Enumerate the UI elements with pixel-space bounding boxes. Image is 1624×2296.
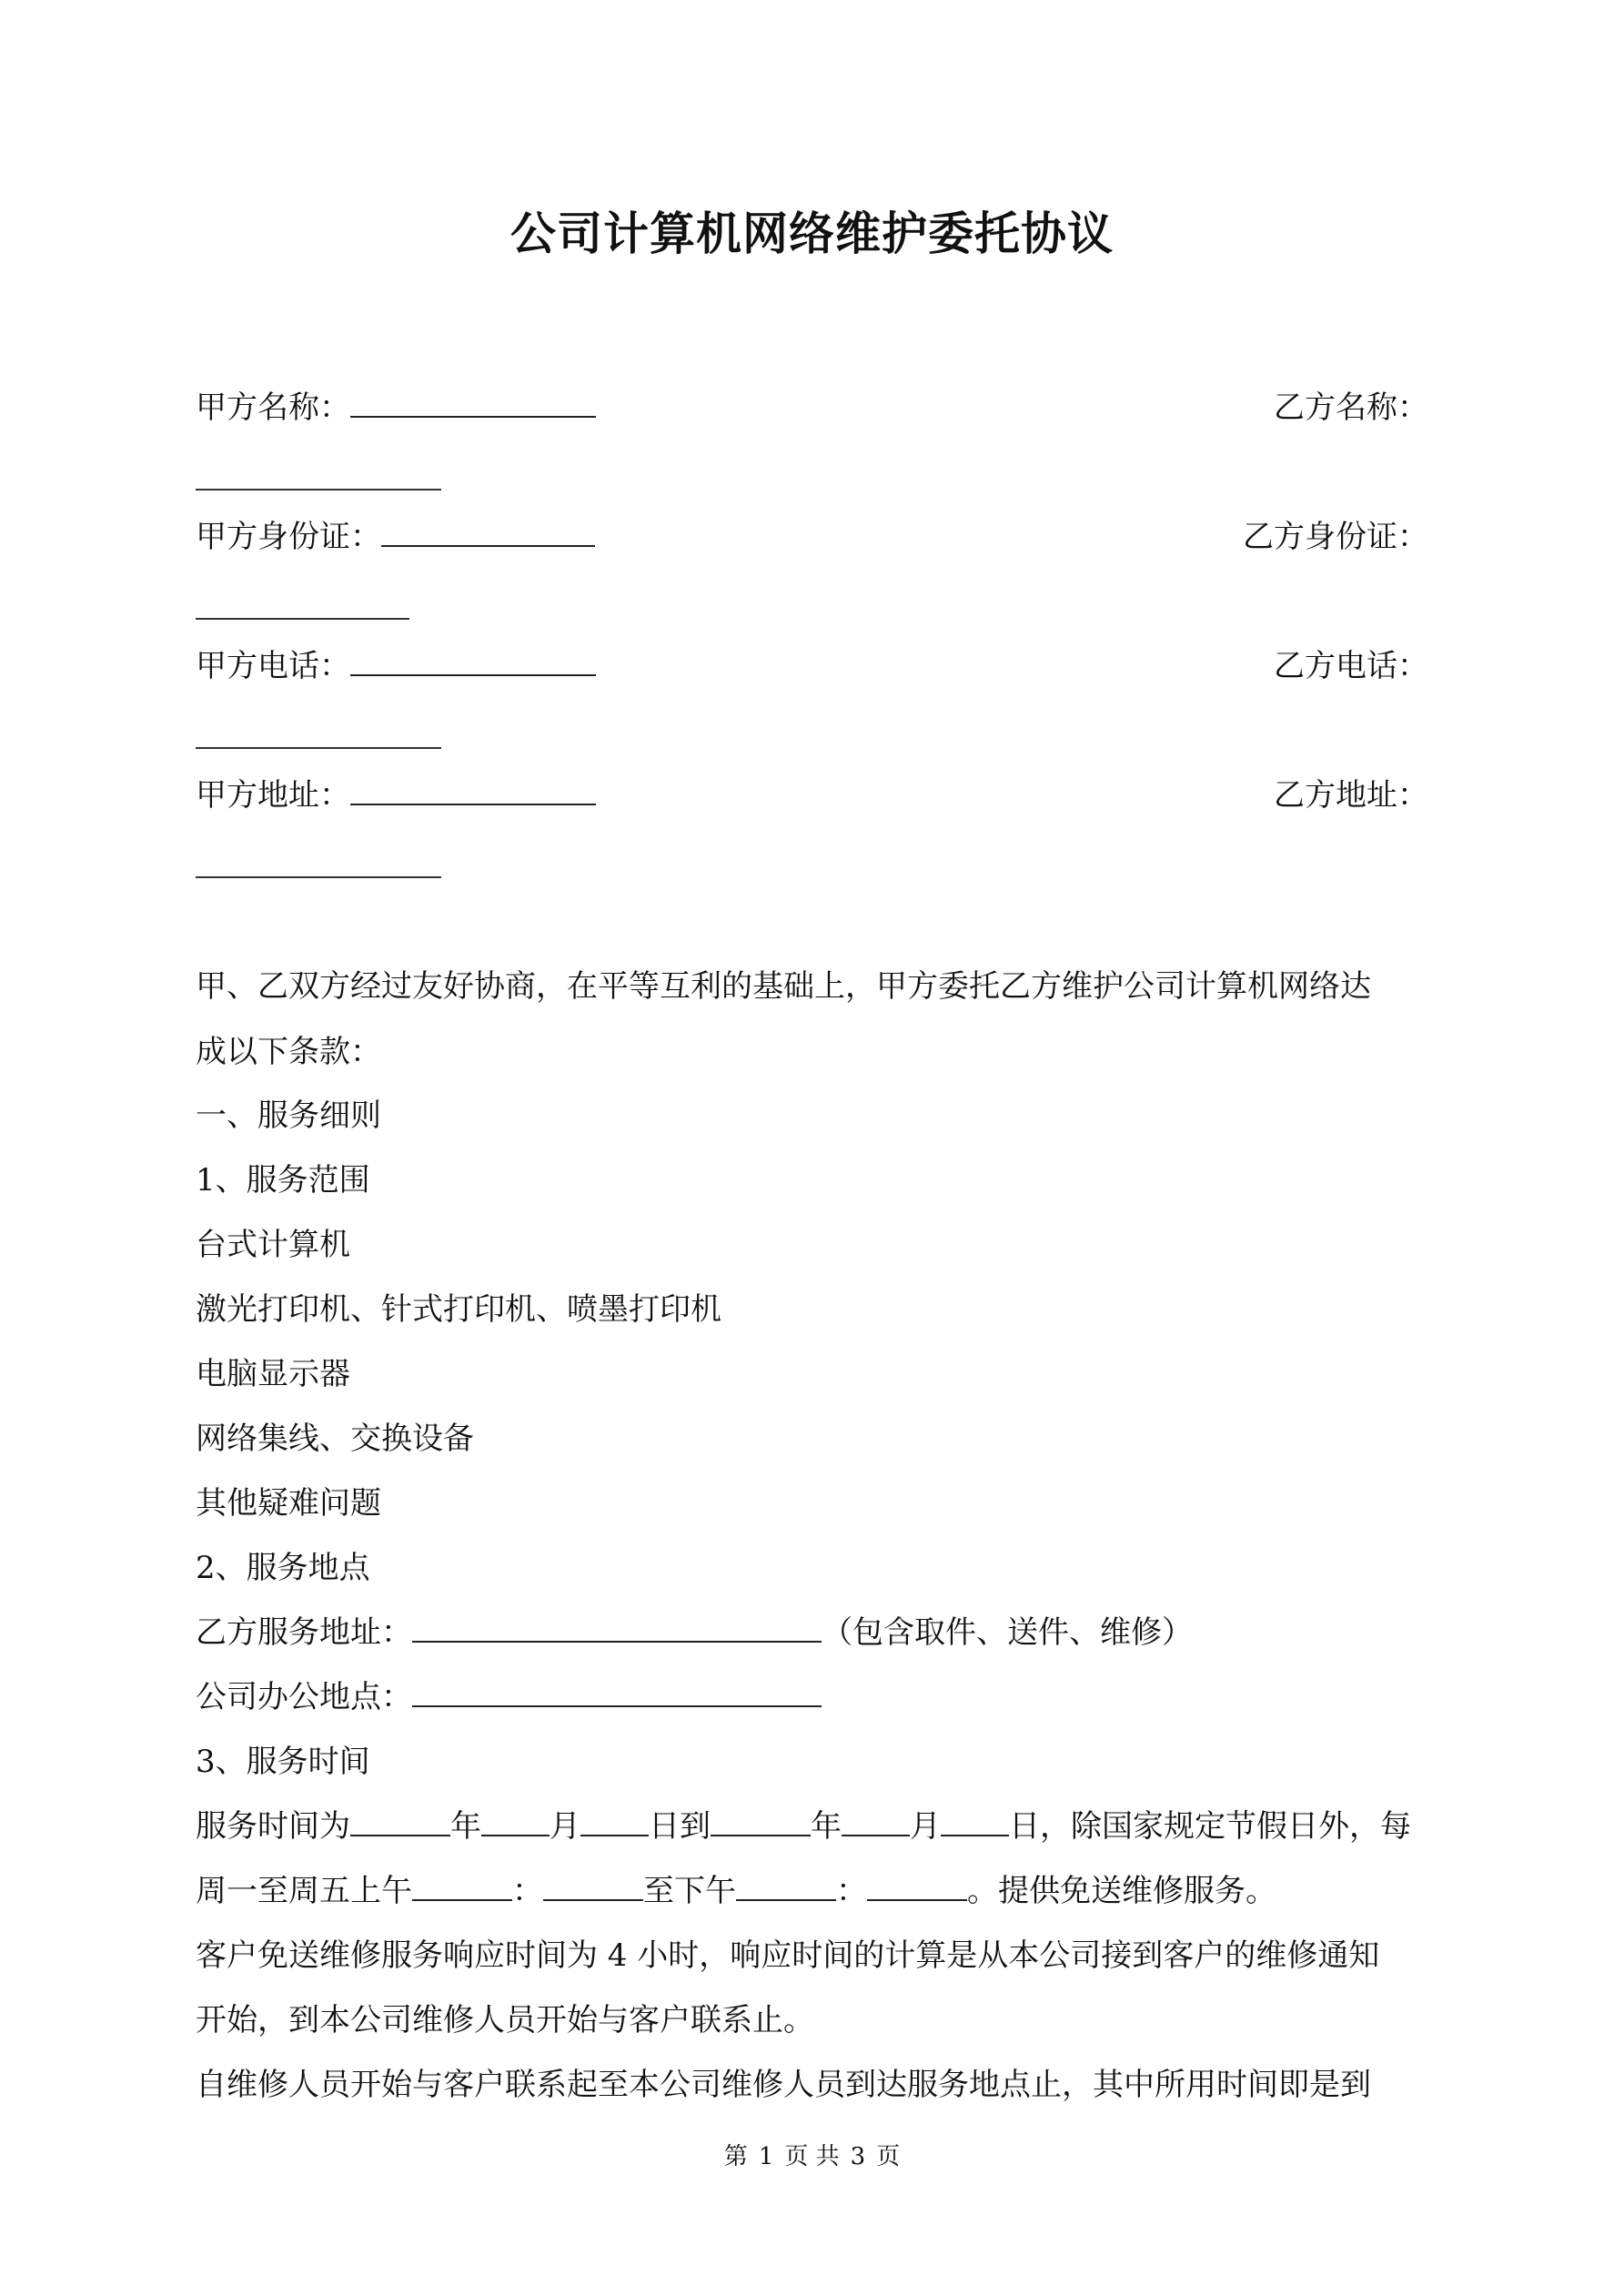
party-b-phone-label: 乙方电话： [1274,648,1428,684]
service-address-label: 乙方服务地址： [196,1614,412,1651]
party-b-address-label: 乙方地址： [1274,777,1428,814]
time-text: 至下午 [643,1873,736,1909]
start-day-blank [580,1807,649,1836]
party-a-address-row [196,774,596,817]
subheading-service-location: 2、服务地点 [196,1550,370,1586]
end-year-blank [711,1807,811,1836]
party-a-id-label: 甲方身份证： [196,519,381,555]
section-heading-1: 一、服务细则 [196,1097,381,1134]
footer-prefix: 第 [723,2143,748,2170]
office-address-blank [412,1678,822,1707]
response-line-1: 客户免送维修服务响应时间为 4 小时，响应时间的计算是从本公司接到客户的维修通知 [196,1937,1380,1974]
footer-suffix: 页 [876,2143,901,2170]
party-b-id-label: 乙方身份证： [1243,519,1428,555]
service-time-line-1 [196,1805,1411,1848]
time-text: 月 [910,1808,941,1845]
party-b-id-blank [196,618,409,620]
scope-item: 激光打印机、针式打印机、喷墨打印机 [196,1291,721,1328]
intro-line-2: 成以下条款： [196,1034,381,1070]
office-address-label: 公司办公地点： [196,1679,412,1715]
scope-item: 台式计算机 [196,1227,350,1263]
scope-item: 电脑显示器 [196,1356,350,1392]
party-a-address-blank [350,776,596,805]
document-title: 公司计算机网络维护委托协议 [510,207,1114,260]
subheading-service-time: 3、服务时间 [196,1744,370,1780]
party-b-address-blank [196,876,441,878]
party-a-id-blank [381,518,595,547]
arrival-line: 自维修人员开始与客户联系起至本公司维修人员到达服务地点止，其中所用时间即是到 [196,2067,1371,2103]
party-a-name-row [196,386,596,430]
pm-hour-blank [736,1872,836,1901]
start-month-blank [481,1807,550,1836]
time-text: 日，除国家规定节假日外，每 [1009,1808,1411,1845]
time-text: 周一至周五上午 [196,1873,412,1909]
party-a-phone-blank [350,647,596,676]
party-a-phone-label: 甲方电话： [196,648,350,684]
party-b-name-label: 乙方名称： [1274,389,1428,426]
scope-item: 网络集线、交换设备 [196,1421,474,1457]
end-day-blank [941,1807,1009,1836]
current-page-number: 1 [758,2143,774,2170]
subheading-service-scope: 1、服务范围 [196,1162,370,1199]
service-time-line-2 [196,1869,1276,1913]
party-a-name-label: 甲方名称： [196,389,350,426]
party-b-name-blank [196,489,441,491]
am-minute-blank [543,1872,643,1901]
time-text: ： [836,1873,867,1909]
time-text: 日到 [649,1808,711,1845]
service-address-blank [412,1613,822,1643]
am-hour-blank [412,1872,512,1901]
page-footer [0,2140,1624,2173]
footer-middle: 页 共 [784,2143,840,2170]
total-pages: 3 [850,2143,866,2170]
party-b-phone-blank [196,747,441,749]
end-month-blank [842,1807,910,1836]
service-address-note: （包含取件、送件、维修） [822,1614,1193,1651]
pm-minute-blank [867,1872,967,1901]
time-text: ： [512,1873,543,1909]
time-text: 月 [550,1808,580,1845]
party-a-phone-row [196,644,596,688]
party-a-address-label: 甲方地址： [196,777,350,814]
scope-item: 其他疑难问题 [196,1485,381,1522]
intro-line-1: 甲、乙双方经过友好协商，在平等互利的基础上，甲方委托乙方维护公司计算机网络达 [196,968,1371,1005]
party-a-id-row [196,515,595,559]
time-text: 。提供免送维修服务。 [967,1873,1276,1909]
office-address-row [196,1675,822,1719]
start-year-blank [350,1807,450,1836]
party-a-name-blank [350,389,596,418]
response-line-2: 开始，到本公司维修人员开始与客户联系止。 [196,2002,814,2038]
time-text: 服务时间为 [196,1808,350,1845]
service-address-row [196,1611,1193,1654]
time-text: 年 [811,1808,842,1845]
time-text: 年 [450,1808,481,1845]
